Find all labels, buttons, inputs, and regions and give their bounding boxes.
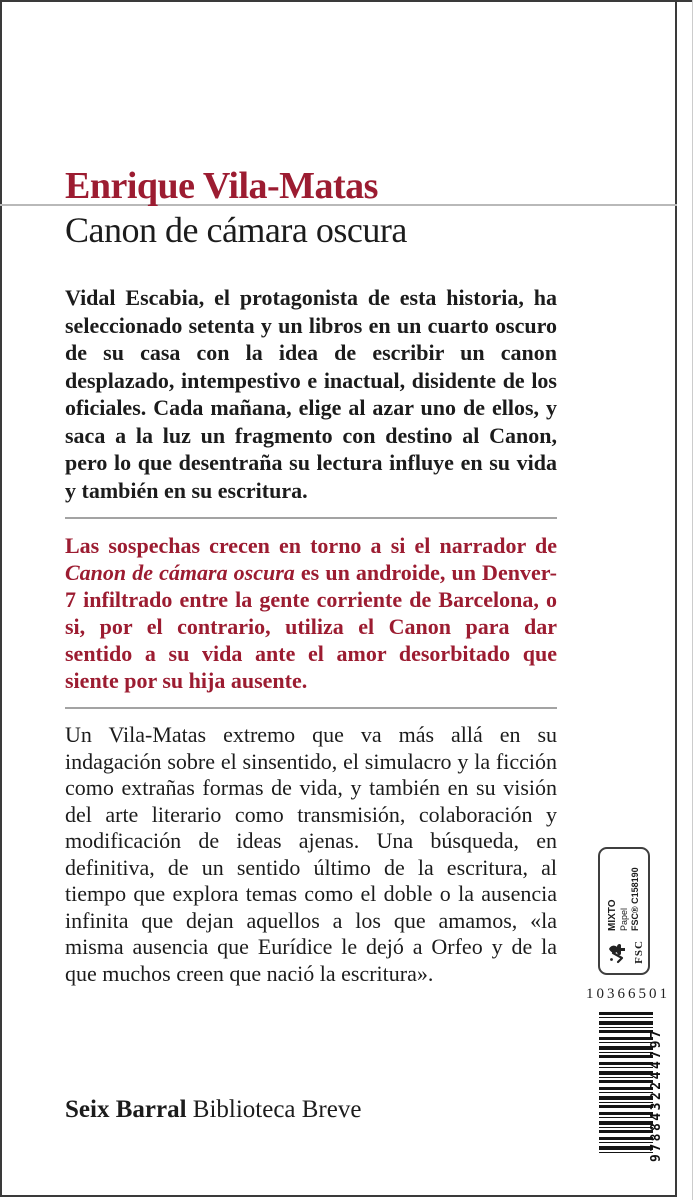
- fsc-logo-column: [605, 937, 644, 967]
- back-cover-text-column: [65, 166, 557, 987]
- cover-top-edge: [0, 0, 693, 2]
- highlight-lead: Las sospechas crecen en torno a si el narrador de: [65, 533, 557, 558]
- fsc-certification-label: [596, 845, 652, 977]
- fsc-text-column: [607, 867, 641, 931]
- fsc-license-code: FSC® C158190: [630, 867, 640, 931]
- barcode-stripes: [599, 1012, 653, 1155]
- barcode-product-number: 10366501: [586, 986, 670, 1002]
- collection-name: Biblioteca Breve: [192, 1096, 362, 1123]
- author-name: Enrique Vila-Matas: [65, 165, 378, 207]
- fsc-acronym-label: FSC: [632, 940, 645, 964]
- fsc-material-label: Papel: [619, 907, 629, 931]
- publisher-name: Seix Barral: [65, 1096, 187, 1123]
- barcode-isbn-digits: 9788432244797: [649, 1027, 664, 1162]
- divider-rule-top: [65, 517, 557, 519]
- review-paragraph: Un Vila-Matas extremo que va más allá en su indagación sobre el sinsentido, el simulacro y la ficción como extrañas formas de vida, y también en su visión del arte literario como transmisión, colaboración y modificación de ideas ajenas. Una búsqueda, en definitiva, de un sentido último de la escritura, al tiempo que explora temas como el doble o la ausencia infinita que dejan aquellos a los que amamos, «la misma ausencia que Eurídice le dejó a Orfeo y de la que muchos creen que nació la escritura».: [65, 722, 557, 986]
- highlight-paragraph: [65, 532, 557, 694]
- book-title: Canon de cámara oscura: [65, 210, 407, 250]
- highlight-book-title-italic: Canon de cámara oscura: [65, 560, 295, 585]
- fsc-label-box: [598, 847, 650, 975]
- divider-rule-bottom: [65, 707, 557, 709]
- fsc-tree-check-icon: [605, 940, 634, 964]
- synopsis-paragraph: Vidal Escabia, el protagonista de esta historia, ha seleccionado setenta y un libros en un cuarto oscuro de su casa con la idea de escribir un canon desplazado, intempestivo e inactual, disidente de los oficiales. Cada mañana, elige al azar uno de ellos, y saca a la luz un fragmento con destino al Canon, pero lo que desentraña su lectura influye en su vida y también en su escritura.: [65, 285, 557, 503]
- fsc-type-label: MIXTO: [607, 899, 618, 931]
- publisher-imprint-line: [65, 1096, 361, 1124]
- highlight-rest: es un androide, un Denver-7 infiltrado entre la gente corriente de Barcelona, o si, por el contrario, utiliza el Canon para dar sentido a su vida ante el amor desorbitado que siente por su hija ausente.: [65, 560, 557, 693]
